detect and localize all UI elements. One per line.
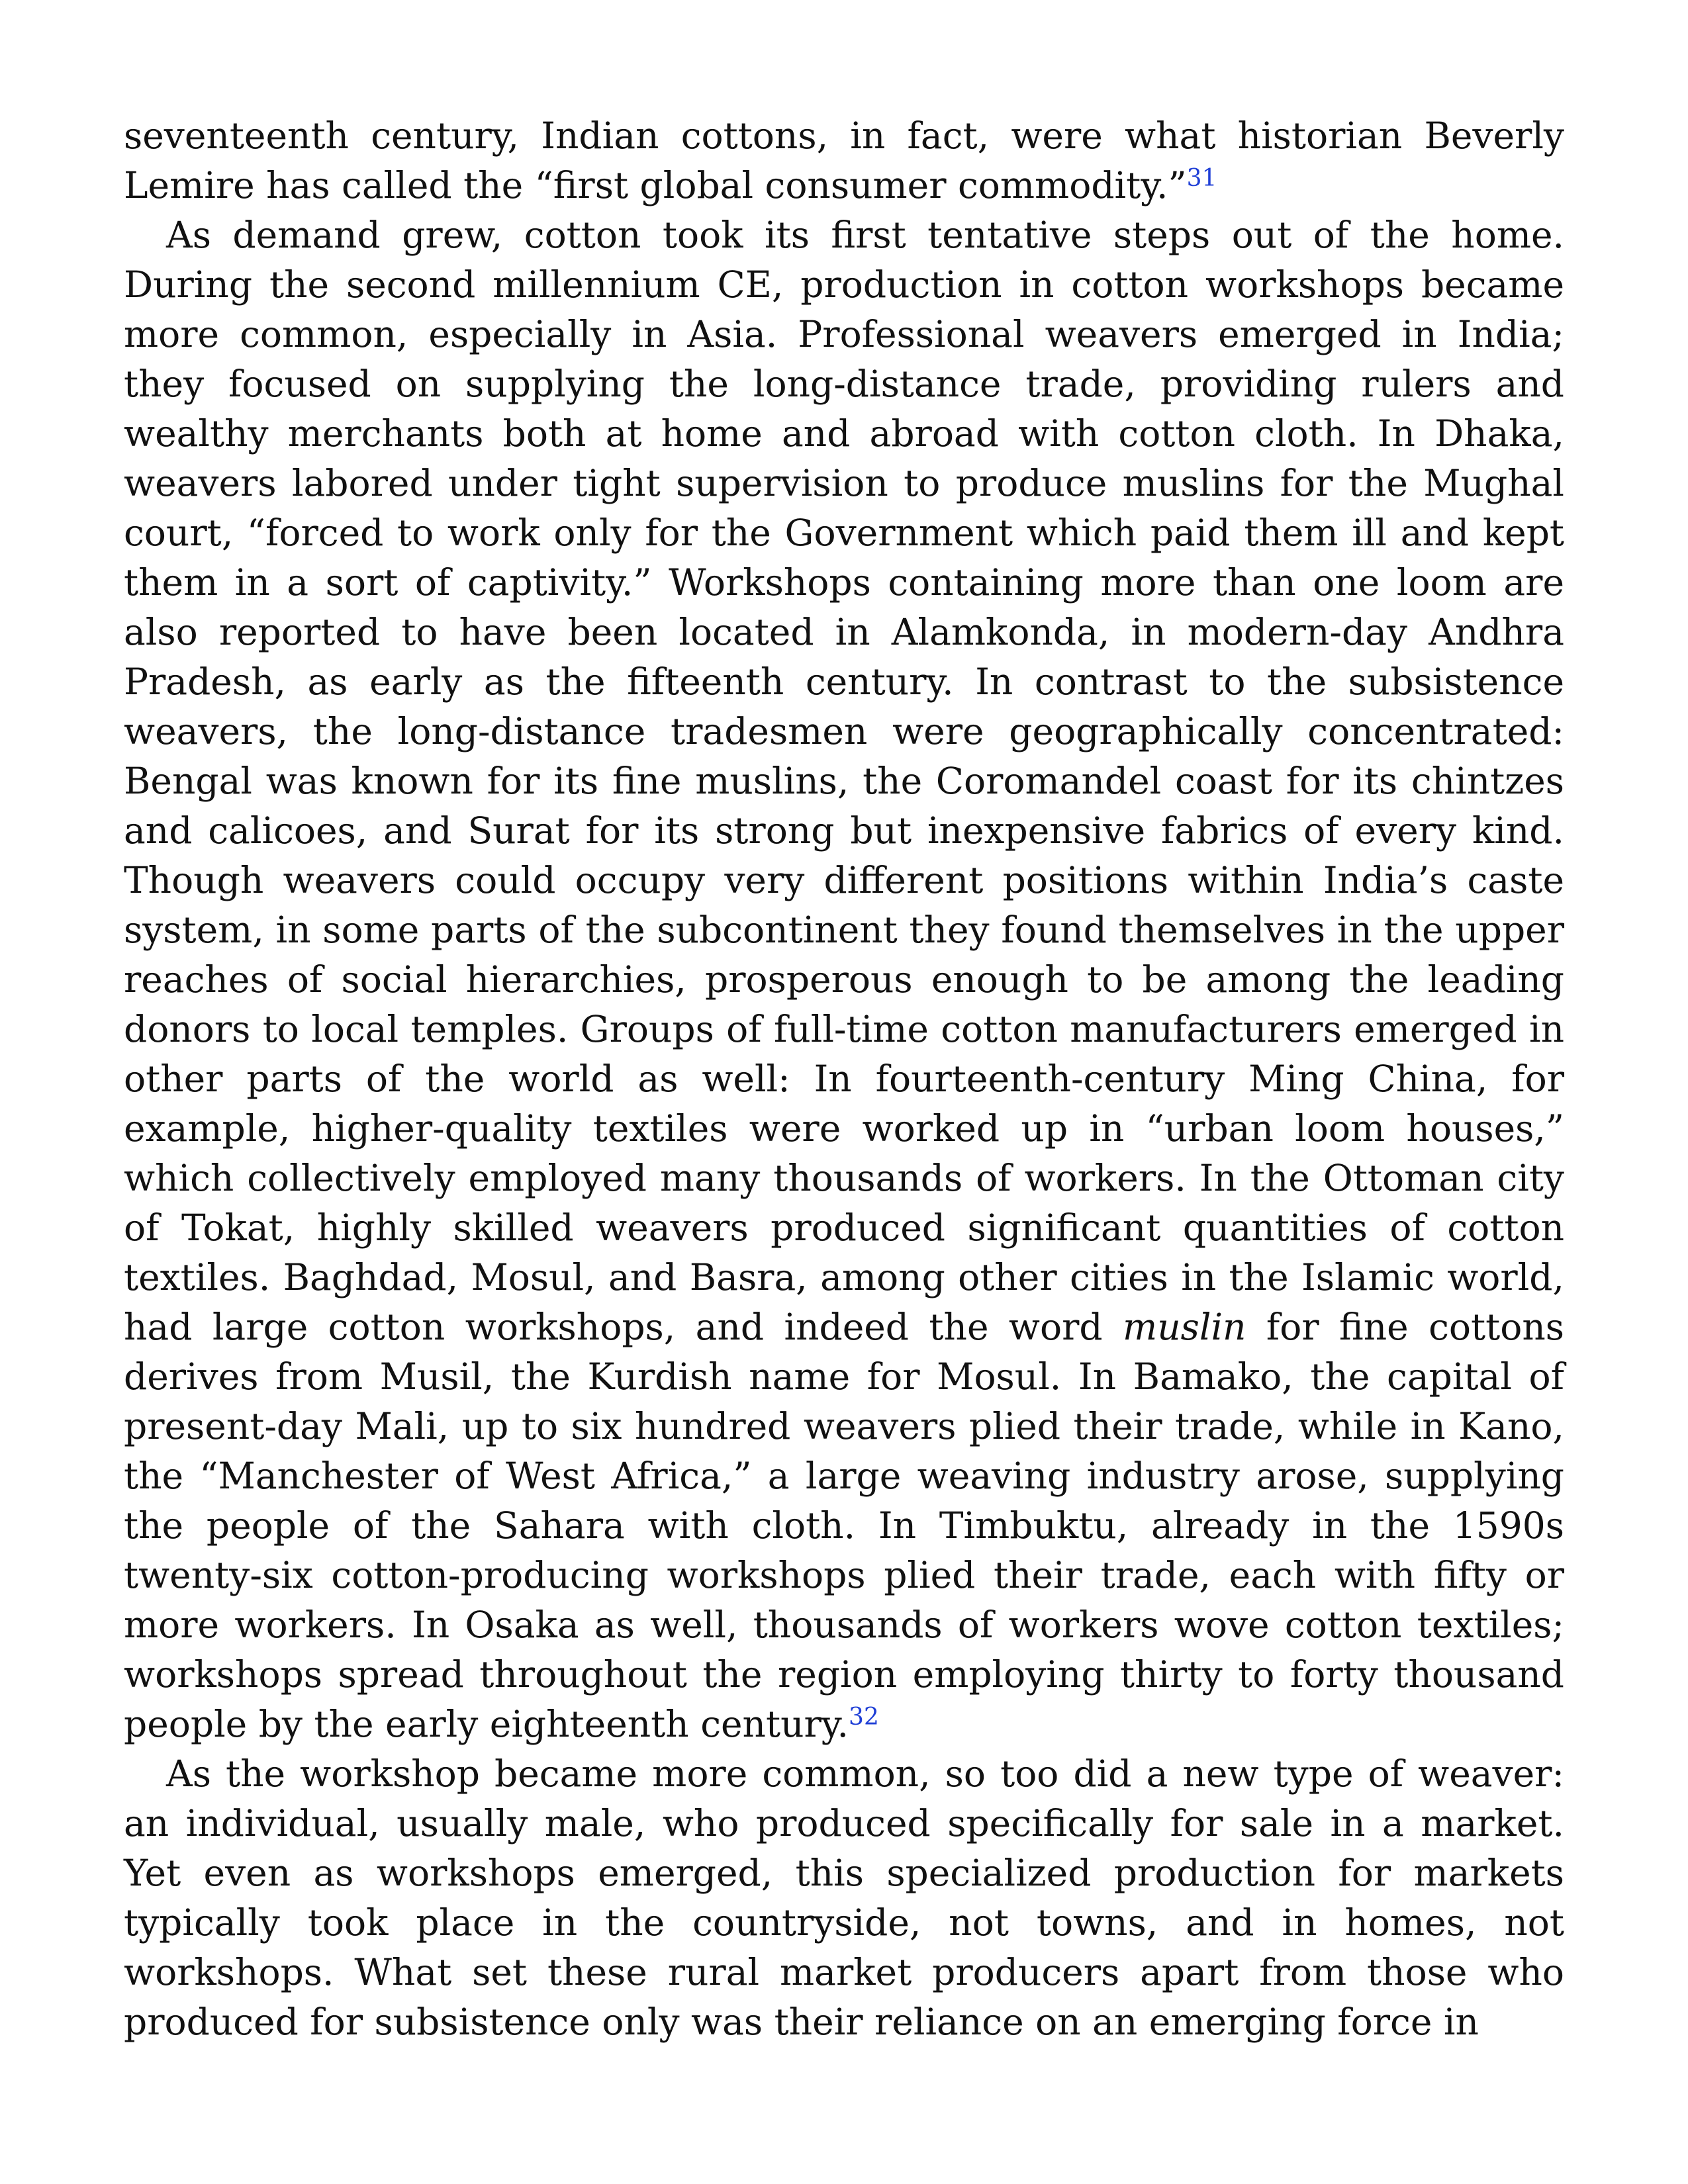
paragraph-3 [124,1749,1564,2047]
page-body [124,111,1564,2047]
paragraph-2-text-b: for fine cottons derives from Musil, the Kurdish name for Mosul. In Bamako, the capital of present-day Mali, up to six hundred weavers plied their trade, while in Kano, the “Manchester of West Africa,” a large weaving industry arose, supplying the people of the Sahara with cloth. In Timbuktu, already in the 1590s twenty-six cotton-producing workshops plied their trade, each with fifty or more workers. In Osaka as well, thousands of workers wove cotton textiles; workshops spread throughout the region employing thirty to forty thousand people by the early eighteenth century. [124,1306,1565,1745]
paragraph-2 [124,210,1564,1749]
paragraph-1 [124,111,1564,210]
paragraph-3-text: As the workshop became more common, so too did a new type of weaver: an individual, usually male, who produced specifically for sale in a market. Yet even as workshops emerged, this specialized production for markets typically took place in the countryside, not towns, and in homes, not workshops. What set these rural market producers apart from those who produced for subsistence only was their reliance on an emerging force in [124,1752,1564,2043]
paragraph-2-text-a: As demand grew, cotton took its first tentative steps out of the home. During the second millennium CE, production in cotton workshops became more common, especially in Asia. Professional weavers emerged in India; they focused on supplying the long-distance trade, providing rulers and wealthy merchants both at home and abroad with cotton cloth. In Dhaka, weavers labored under tight supervision to produce muslins for the Mughal court, “forced to work only for the Government which paid them ill and kept them in a sort of captivity.” Workshops containing more than one loom are also reported to have been located in Alamkonda, in modern-day Andhra Pradesh, as early as the fifteenth century. In contrast to the subsistence weavers, the long-distance tradesmen were geographically concentrated: Bengal was known for its fine muslins, the Coromandel coast for its chintzes and calicoes, and Surat for its strong but inexpensive fabrics of every kind. Though weavers could occupy very different positions within India’s caste system, in some parts of the subcontinent they found themselves in the upper reaches of social hierarchies, prosperous enough to be among the leading donors to local temples. Groups of full-time cotton manufacturers emerged in other parts of the world as well: In fourteenth-century Ming China, for example, higher-quality textiles were worked up in “urban loom houses,” which collectively employed many thousands of workers. In the Ottoman city of Tokat, highly skilled weavers produced significant quantities of cotton textiles. Baghdad, Mosul, and Basra, among other cities in the Islamic world, had large cotton workshops, and indeed the word [124,214,1564,1348]
paragraph-1-text: seventeenth century, Indian cottons, in fact, were what historian Beverly Lemire has called the “first global consumer commodity.” [124,114,1564,206]
footnote-ref-31[interactable]: 31 [1186,165,1217,192]
footnote-ref-32[interactable]: 32 [849,1704,879,1731]
italic-term-muslin: muslin [1123,1306,1246,1348]
